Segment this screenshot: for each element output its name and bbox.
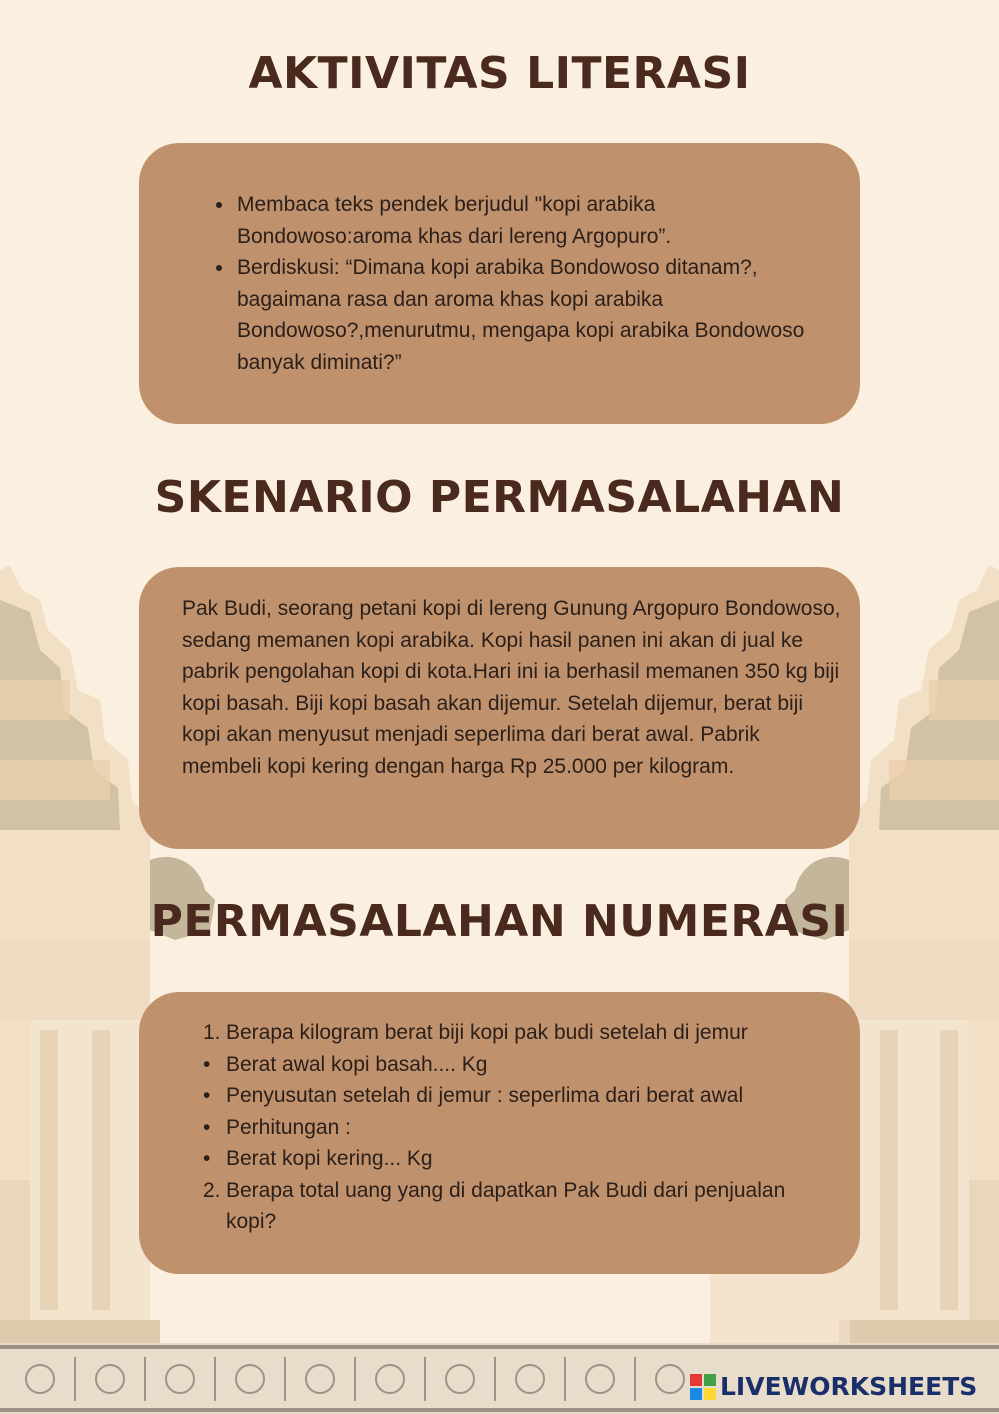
liveworksheets-logo[interactable] [690, 1372, 977, 1401]
list-item [203, 1175, 830, 1238]
list-marker: • [203, 1115, 211, 1139]
list-item: • Membaca teks pendek berjudul "kopi arabika Bondowoso:aroma khas dari lereng Argopuro”. [235, 189, 820, 252]
list-marker: • [203, 1084, 211, 1107]
list-item [203, 1112, 830, 1144]
list-marker: 1. [203, 1021, 221, 1044]
list-item-text: Perhitungan : [226, 1115, 351, 1139]
list-item: • Berdiskusi: “Dimana kopi arabika Bondowoso ditanam?, bagaimana rasa dan aroma khas kopi arabika Bondowoso?,menurutmu, mengapa kopi arabika Bondowoso banyak diminati?” [235, 252, 820, 378]
list-item-text: Penyusutan setelah di jemur : seperlima dari berat awal [226, 1084, 744, 1107]
literasi-card [139, 143, 860, 424]
skenario-card [139, 567, 860, 849]
list-item-text: Berat awal kopi basah.... Kg [226, 1052, 488, 1076]
list-item-text: Berat kopi kering... Kg [226, 1147, 433, 1170]
numerasi-card [139, 992, 860, 1274]
list-item [203, 1049, 830, 1081]
list-item [203, 1080, 830, 1112]
section-title-numerasi: PERMASALAHAN NUMERASI [150, 896, 849, 947]
liveworksheets-logo-text: LIVEWORKSHEETS [720, 1372, 978, 1401]
list-marker: • [203, 1052, 211, 1076]
list-item-text: Berapa total uang yang di dapatkan Pak Budi dari penjualan kopi? [226, 1178, 786, 1233]
skenario-text: Pak Budi, seorang petani kopi di lereng Gunung Argopuro Bondowoso, sedang memanen kopi arabika. Kopi hasil panen ini akan di jual ke pabrik pengolahan kopi di kota.Hari ini ia berhasil memanen 350 kg biji kopi basah. Biji kopi basah akan dijemur. Setelah dijemur, berat biji kopi akan menyusut menjadi seperlima dari berat awal. Pabrik membeli kopi kering dengan harga Rp 25.000 per kilogram. [182, 597, 841, 778]
section-title-skenario: SKENARIO PERMASALAHAN [154, 472, 845, 523]
section-title-literasi: AKTIVITAS LITERASI [248, 48, 751, 99]
list-item-text: Berapa kilogram berat biji kopi pak budi setelah di jemur [226, 1021, 748, 1044]
liveworksheets-logo-icon [690, 1374, 716, 1400]
list-item [203, 1017, 830, 1049]
list-marker: • [203, 1147, 211, 1170]
literasi-list [211, 189, 820, 378]
list-marker: 2. [203, 1178, 221, 1202]
list-item [203, 1143, 830, 1175]
